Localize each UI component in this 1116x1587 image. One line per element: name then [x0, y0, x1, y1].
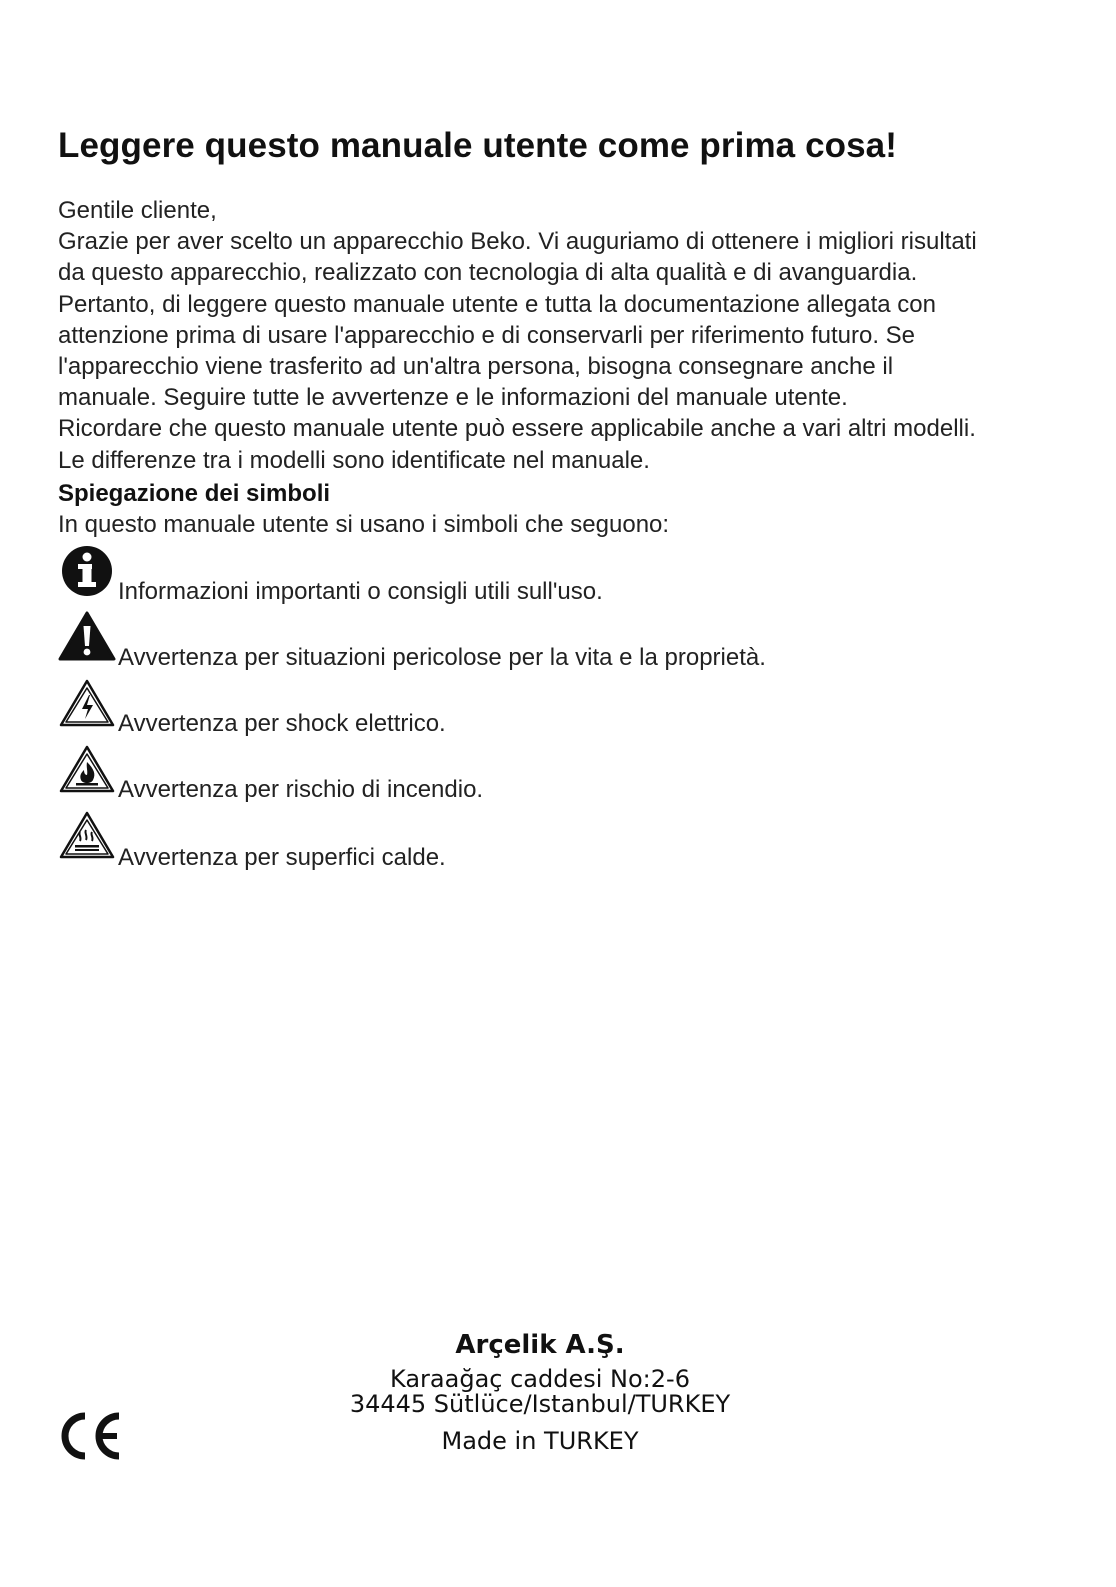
body-line: attenzione prima di usare l'apparecchio e di conservarli per riferimento futuro. Se: [58, 321, 916, 349]
symbol-row-info: [58, 545, 958, 605]
body-line: Gentile cliente,: [58, 197, 217, 224]
symbol-text: Avvertenza per superfici calde.: [118, 844, 446, 871]
info-icon: [58, 545, 116, 603]
made-in-label: Made in TURKEY: [441, 1427, 639, 1455]
warning-icon: [58, 610, 116, 668]
page-title: Leggere questo manuale utente come prima cosa!: [58, 126, 897, 165]
symbol-text: Avvertenza per rischio di incendio.: [118, 776, 484, 803]
body-line: Pertanto, di leggere questo manuale utente e tutta la documentazione allegata con: [58, 290, 936, 318]
symbols-intro: In questo manuale utente si usano i simboli che seguono:: [58, 511, 670, 538]
electric-shock-icon: [58, 676, 116, 734]
symbol-row-electric: [58, 676, 958, 736]
body-line: Grazie per aver scelto un apparecchio Beko. Vi auguriamo di ottenere i migliori risultati: [58, 228, 977, 256]
company-name: Arçelik A.Ş.: [455, 1330, 625, 1360]
body-line: Ricordare che questo manuale utente può essere applicabile anche a vari altri modelli.: [58, 415, 976, 443]
symbol-text: Avvertenza per shock elettrico.: [118, 710, 446, 737]
body-line: Le differenze tra i modelli sono identificate nel manuale.: [58, 446, 650, 474]
hot-surface-icon: [58, 808, 116, 866]
body-line: manuale. Seguire tutte le avvertenze e le informazioni del manuale utente.: [58, 384, 848, 412]
symbol-row-warning: [58, 610, 958, 670]
symbol-row-hot: [58, 808, 958, 871]
fire-hazard-icon: [58, 742, 116, 800]
symbol-text: Avvertenza per situazioni pericolose per la vita e la proprietà.: [118, 644, 766, 671]
address-line: Karaağaç caddesi No:2-6: [390, 1365, 690, 1393]
symbol-text: Informazioni importanti o consigli utili sull'uso.: [118, 578, 603, 605]
symbol-row-fire: [58, 742, 958, 802]
body-line: da questo apparecchio, realizzato con tecnologia di alta qualità e di avanguardia.: [58, 259, 918, 287]
symbols-heading: Spiegazione dei simboli: [58, 480, 331, 507]
ce-mark-icon: [55, 1410, 125, 1462]
intro-paragraph: [58, 195, 1058, 476]
body-line: l'apparecchio viene trasferito ad un'altra persona, bisogna consegnare anche il: [58, 353, 894, 381]
address-line: 34445 Sütlüce/Istanbul/TURKEY: [349, 1390, 731, 1418]
